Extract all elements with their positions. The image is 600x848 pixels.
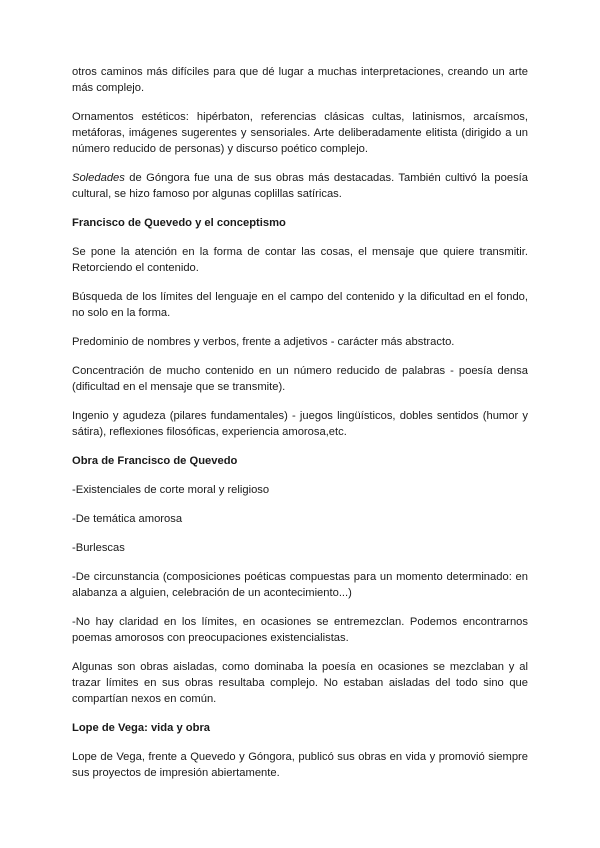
soledades-title: Soledades: [72, 172, 125, 184]
heading-quevedo-conceptismo: Francisco de Quevedo y el conceptismo: [72, 217, 286, 229]
paragraph-lope-publico: Lope de Vega, frente a Quevedo y Góngora, publicó sus obras en vida y promovió siempre sus proyectos de impresión abiertamente.: [72, 751, 528, 779]
paragraph-limites-lenguaje: Búsqueda de los límites del lenguaje en el campo del contenido y la dificultad en el fondo, no solo en la forma.: [72, 291, 528, 319]
paragraph-obras-aisladas: Algunas son obras aisladas, como dominaba la poesía en ocasiones se mezclaban y al trazar límites en sus obras resultaba complejo. No estaban aisladas del todo sino que compartían nexos en común.: [72, 661, 528, 705]
paragraph-claridad: -No hay claridad en los límites, en ocasiones se entremezclan. Podemos encontrarnos poemas amorosos con preocupaciones existencialistas.: [72, 616, 528, 644]
paragraph-ingenio: Ingenio y agudeza (pilares fundamentales) - juegos lingüísticos, dobles sentidos (humor y sátira), reflexiones filosóficas, experiencia amorosa,etc.: [72, 410, 528, 438]
paragraph-culteranismo-intro: otros caminos más difíciles para que dé lugar a muchas interpretaciones, creando un arte más complejo.: [72, 66, 528, 94]
soledades-text: de Góngora fue una de sus obras más destacadas. También cultivó la poesía cultural, se hizo famoso por algunas coplillas satíricas.: [72, 172, 528, 200]
paragraph-predominio: Predominio de nombres y verbos, frente a adjetivos - carácter más abstracto.: [72, 336, 455, 348]
heading-obra-quevedo: Obra de Francisco de Quevedo: [72, 455, 238, 467]
list-item-burlescas: -Burlescas: [72, 542, 125, 554]
paragraph-ornamentos: Ornamentos estéticos: hipérbaton, referencias clásicas cultas, latinismos, arcaísmos, metáforas, imágenes sugerentes y sensoriales. Arte deliberadamente elitista (dirigido a un número reducido de personas) y discurso poético complejo.: [72, 111, 528, 155]
paragraph-concentracion: Concentración de mucho contenido en un número reducido de palabras - poesía densa (dificultad en el mensaje que se transmite).: [72, 365, 528, 393]
list-item-circunstancia: -De circunstancia (composiciones poéticas compuestas para un momento determinado: en alabanza a alguien, celebración de un acontecimiento...): [72, 571, 528, 599]
document-page: [72, 64, 528, 794]
list-item-existenciales: -Existenciales de corte moral y religioso: [72, 484, 270, 496]
paragraph-atencion-forma: Se pone la atención en la forma de contar las cosas, el mensaje que quiere transmitir. Retorciendo el contenido.: [72, 246, 528, 274]
heading-lope-de-vega: Lope de Vega: vida y obra: [72, 722, 211, 734]
paragraph-soledades: [72, 170, 528, 202]
list-item-amorosa: -De temática amorosa: [72, 513, 183, 525]
